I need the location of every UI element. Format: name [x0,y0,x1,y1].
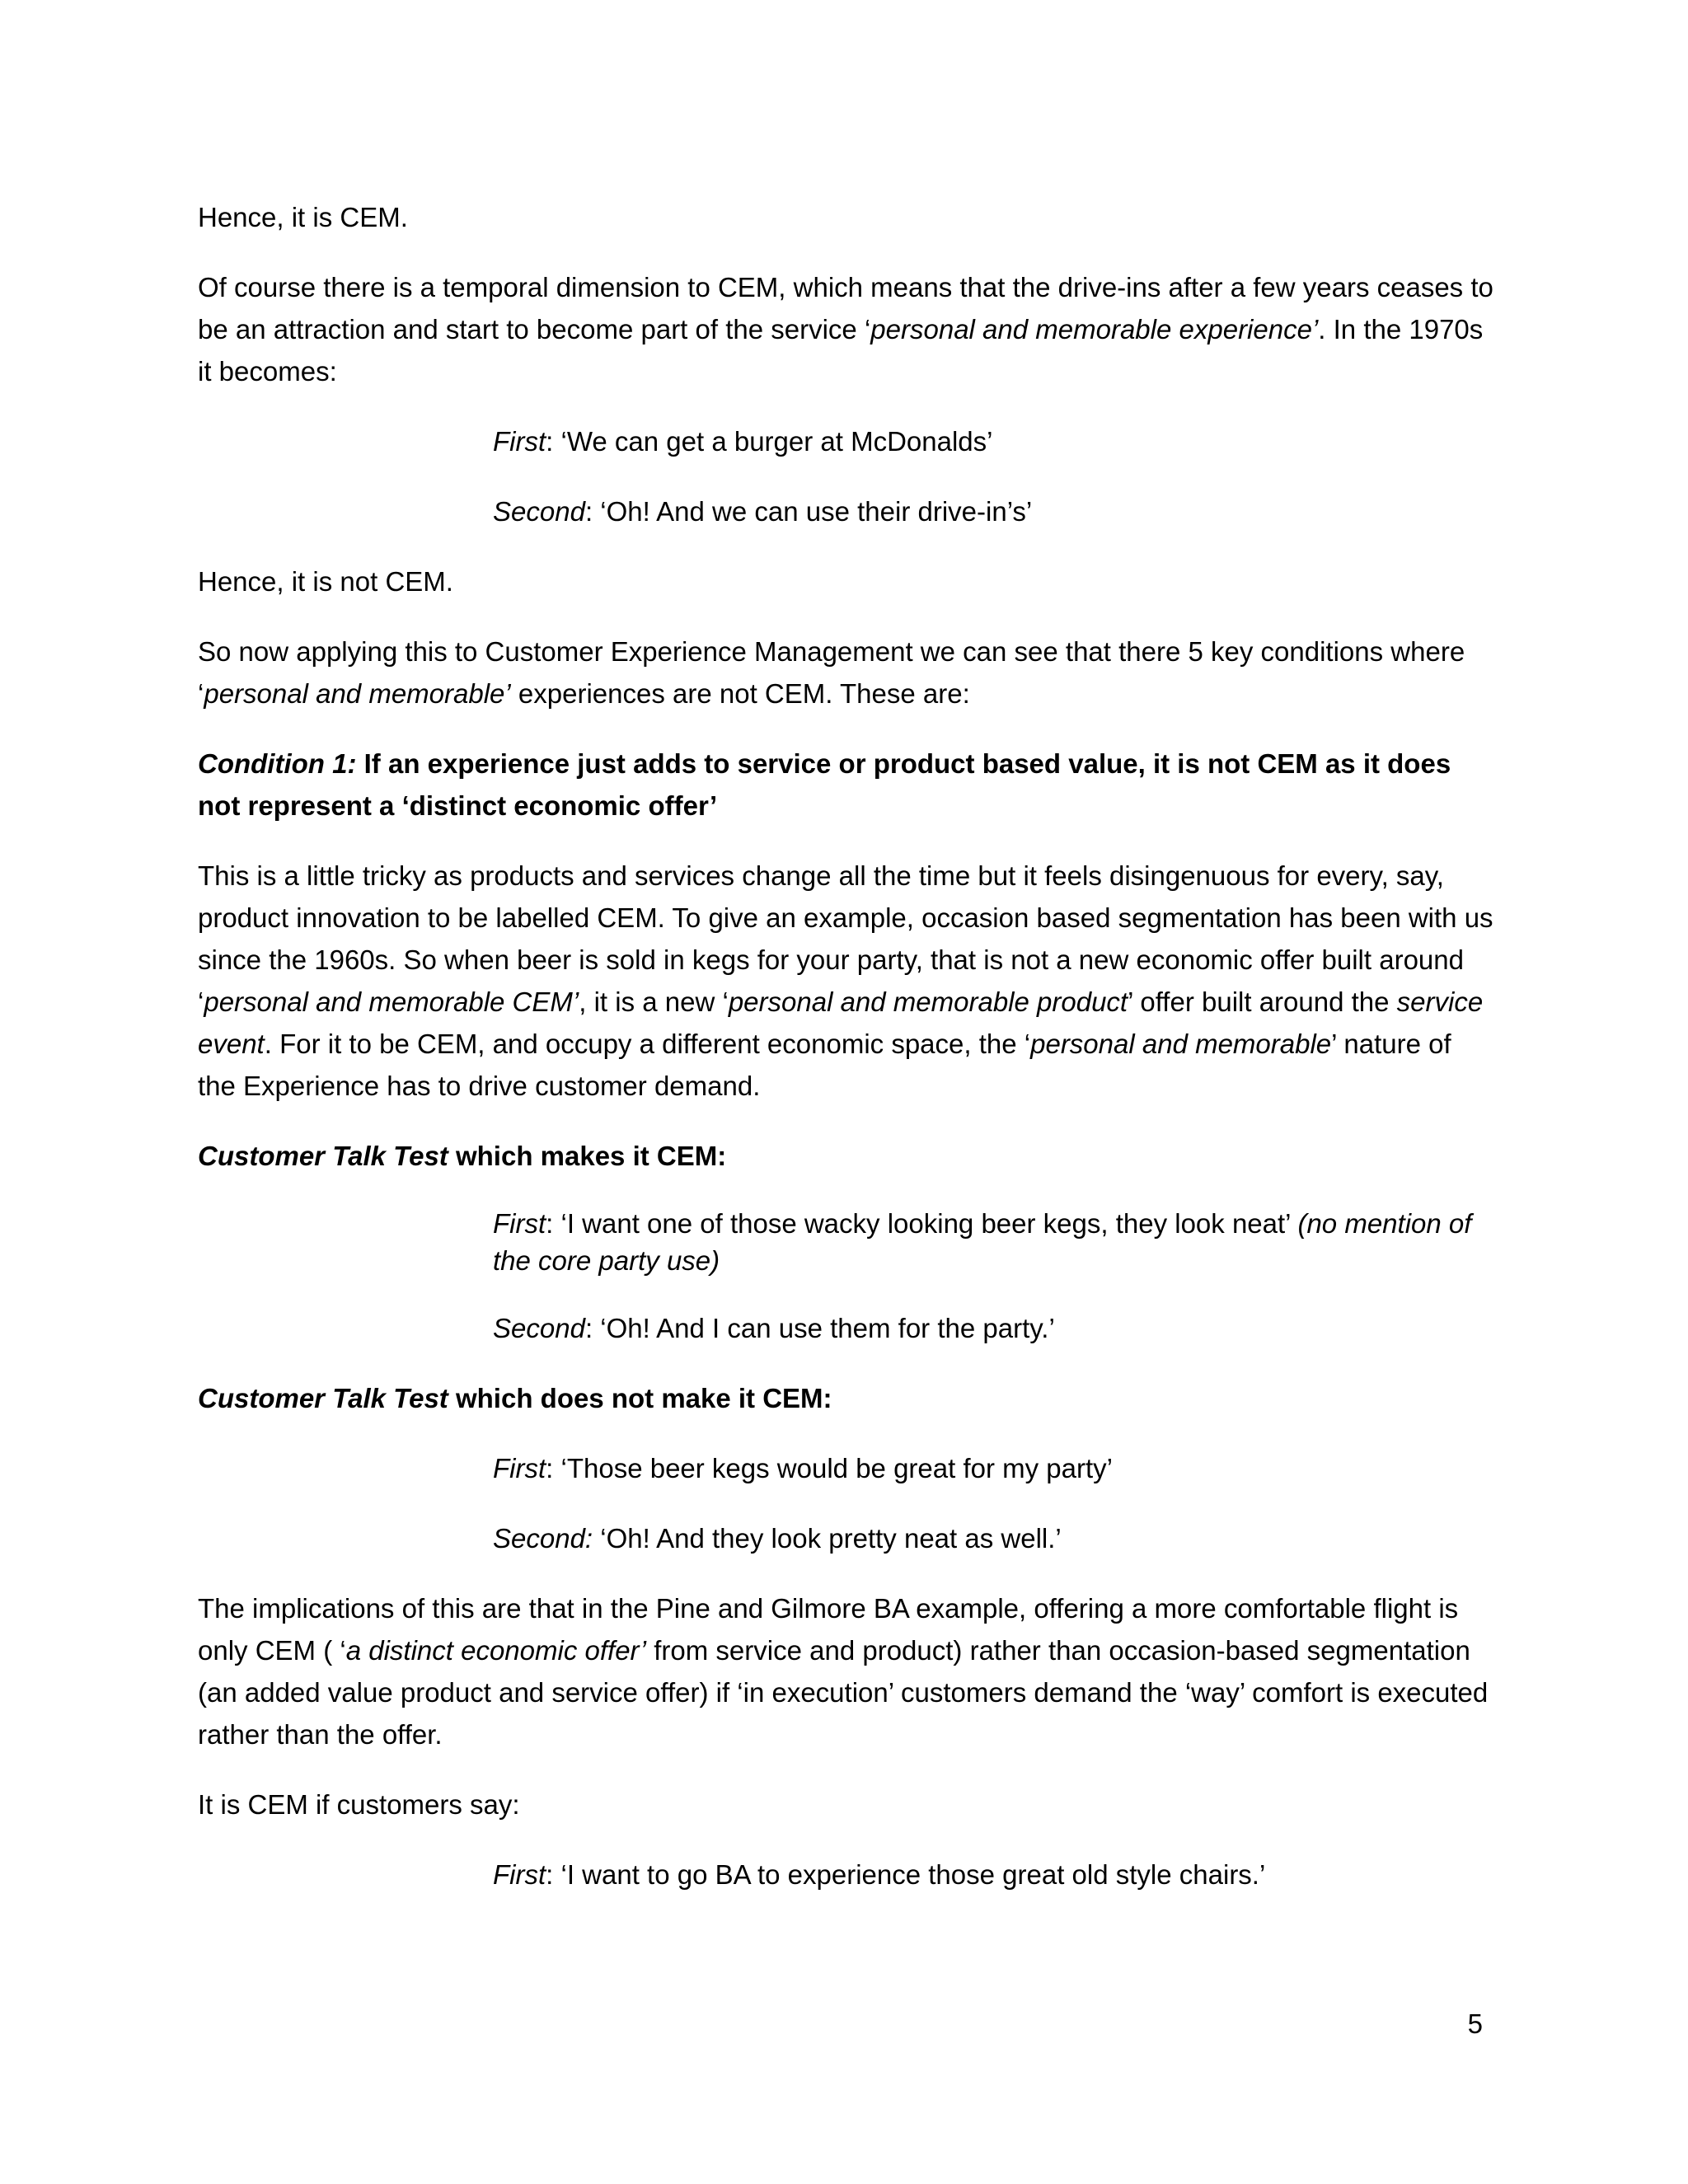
page-number: 5 [1467,2008,1483,2039]
paragraph-text: ’ nature of the Experience has to drive customer demand. [198,1029,1451,1101]
test-label: Customer Talk Test [198,1141,448,1171]
talk-label: Second: [493,1523,593,1554]
test-label: Customer Talk Test [198,1383,448,1413]
paragraph-text: This is a little tricky as products and services change all the time but it feels disingenuous for every, say, product innovation to be labelled CEM. To give an example, occasion based segmentation has been with us since the 1960s. So when beer is sold in kegs for your party, that is not a new economic offer built around ‘ [198,860,1493,1017]
talk-second-look-neat [493,1517,1493,1559]
talk-label: First [493,1208,546,1239]
test-text: which makes it CEM: [448,1141,727,1171]
talk-quote: : ‘I want to go BA to experience those great old style chairs.’ [546,1859,1266,1890]
talk-note: (no mention of the core party use) [493,1208,1472,1276]
talk-first-mcdonalds [493,420,1493,462]
paragraph-emphasis: a distinct economic offer’ [345,1635,647,1666]
paragraph-customers-say [198,1783,1493,1825]
talk-label: Second [493,496,585,527]
talk-quote: : ‘Those beer kegs would be great for my party’ [546,1453,1113,1483]
talk-quote: : ‘Oh! And we can use their drive-in’s’ [584,496,1033,527]
paragraph-emphasis: personal and memorable [1030,1029,1332,1059]
customer-talk-test-cem-heading [198,1135,1493,1177]
paragraph-emphasis: personal and memorable’ [204,678,511,709]
talk-first-ba-chairs [493,1854,1493,1896]
talk-second-party [493,1307,1493,1349]
test-text: which does not make it CEM: [448,1383,832,1413]
customer-talk-test-not-cem-heading [198,1377,1493,1419]
paragraph-text: So now applying this to Customer Experience Management we can see that there 5 key conditions where ‘ [198,636,1465,709]
paragraph-text: Hence, it is not CEM. [198,566,453,597]
page-body [198,196,1493,1924]
talk-first-beer-kegs [493,1205,1493,1279]
condition-label: Condition 1: [198,748,357,779]
talk-second-drive-in [493,490,1493,532]
paragraph-text: . For it to be CEM, and occupy a different economic space, the ‘ [264,1029,1031,1059]
talk-first-kegs-party [493,1447,1493,1489]
paragraph-implications [198,1587,1493,1755]
paragraph-hence-cem [198,196,1493,238]
paragraph-text: from service and product) rather than occasion-based segmentation (an added value product and service offer) if ‘in execution’ customers demand the ‘way’ comfort is executed rather than the offer. [198,1635,1489,1750]
talk-label: First [493,426,546,457]
paragraph-text: It is CEM if customers say: [198,1789,520,1820]
paragraph-text: Hence, it is CEM. [198,202,408,232]
paragraph-emphasis: personal and memorable CEM’ [204,987,579,1017]
paragraph-text: experiences are not CEM. These are: [510,678,970,709]
paragraph-text: , it is a new ‘ [579,987,729,1017]
paragraph-text: ’ offer built around the [1128,987,1397,1017]
paragraph-temporal-dimension [198,266,1493,392]
paragraph-text: . In the 1970s it becomes: [198,314,1484,387]
paragraph-applying-conditions [198,630,1493,715]
talk-label: First [493,1453,546,1483]
paragraph-text: The implications of this are that in the Pine and Gilmore BA example, offering a more comfortable flight is only CEM ( ‘ [198,1593,1459,1666]
condition-text: If an experience just adds to service or product based value, it is not CEM as it does not represent a ‘distinct economic offer’ [198,748,1451,821]
paragraph-hence-not-cem [198,560,1493,602]
talk-label: First [493,1859,546,1890]
talk-quote: : ‘I want one of those wacky looking beer kegs, they look neat’ [546,1208,1298,1239]
talk-quote: ‘Oh! And they look pretty neat as well.’ [593,1523,1062,1554]
talk-quote: : ‘Oh! And I can use them for the party.’ [584,1313,1055,1343]
talk-label: Second [493,1313,585,1343]
paragraph-text: Of course there is a temporal dimension to CEM, which means that the drive-ins after a few years ceases to be an attraction and start to become part of the service ‘ [198,272,1493,344]
talk-quote: : ‘We can get a burger at McDonalds’ [546,426,993,457]
paragraph-emphasis: personal and memorable experience’ [870,314,1319,344]
condition-1-heading [198,743,1493,827]
paragraph-emphasis: personal and memorable product [728,987,1128,1017]
paragraph-tricky-products [198,855,1493,1107]
paragraph-emphasis: service event [198,987,1484,1059]
